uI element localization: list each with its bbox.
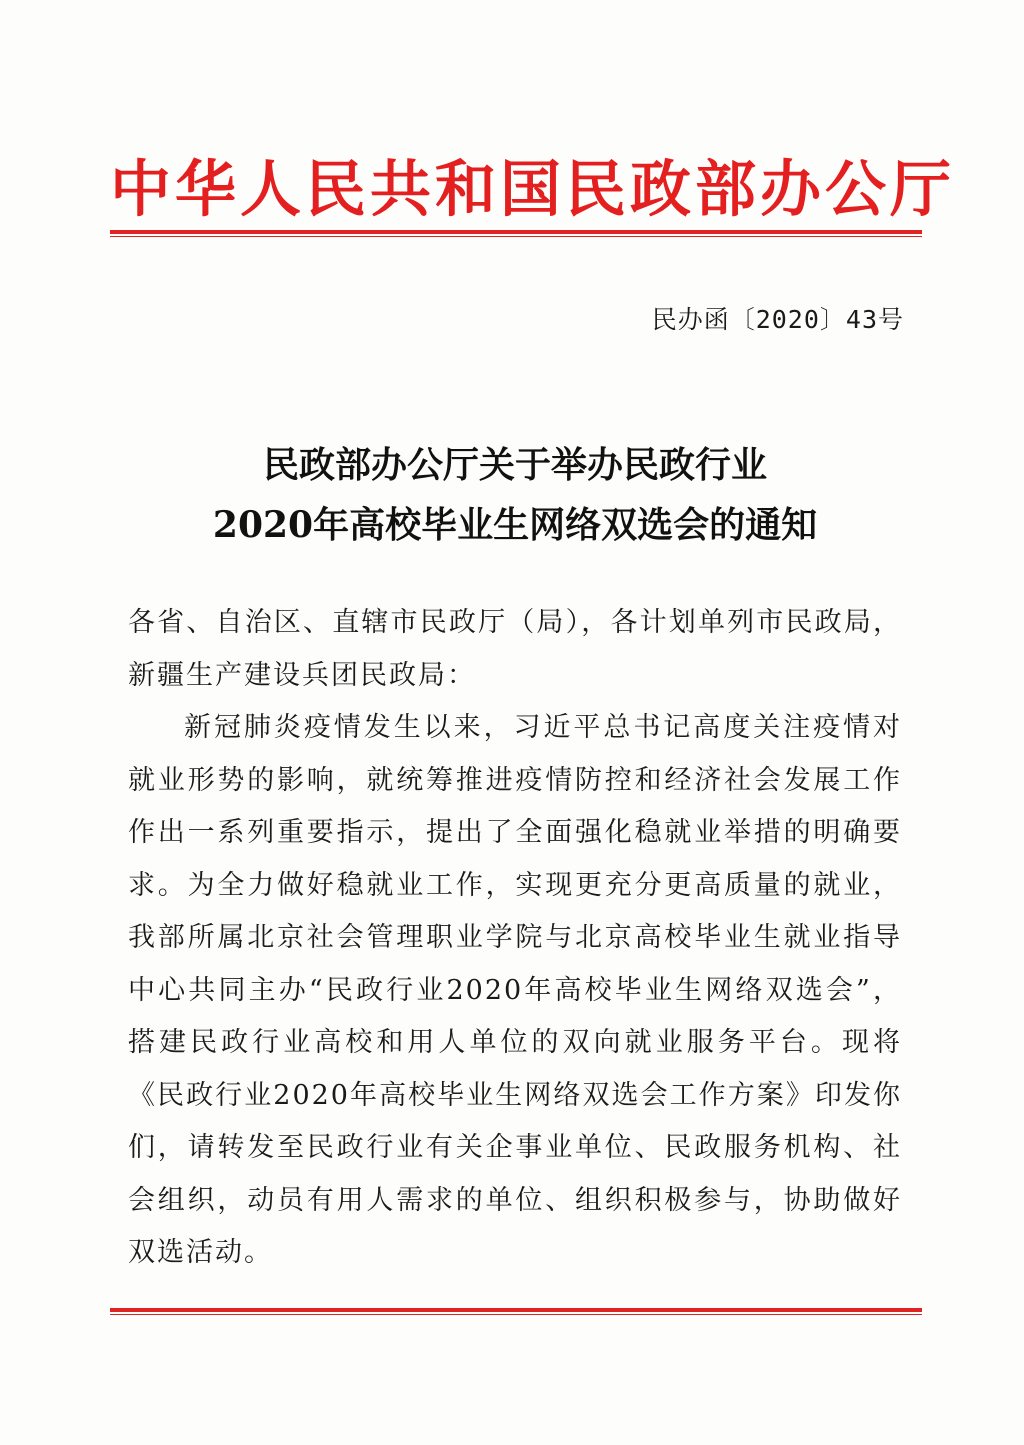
document-title-line-2: 2020年高校毕业生网络双选会的通知	[212, 504, 818, 546]
salutation: 各省、自治区、直辖市民政厅（局），各计划单列市民政局，新疆生产建设兵团民政局：	[128, 607, 902, 691]
body-paragraph-1: 新冠肺炎疫情发生以来，习近平总书记高度关注疫情对就业形势的影响，就统筹推进疫情防控和经济社会发展工作作出一系列重要指示，提出了全面强化稳就业举措的明确要求。为全力做好稳就业工作，实现更充分更高质量的就业，我部所属北京社会管理职业学院与北京高校毕业生就业指导中心共同主办“民政行业2020年高校毕业生网络双选会”，搭建民政行业高校和用人单位的双向就业服务平台。现将《民政行业2020年高校毕业生网络双选会工作方案》印发你们，请转发至民政行业有关企事业单位、民政服务机构、社会组织，动员有用人需求的单位、组织积极参与，协助做好双选活动。	[128, 712, 902, 1268]
letterhead-title: 中华人民共和国民政部办公厅	[110, 154, 956, 225]
document-body	[128, 597, 902, 1280]
document-number: 民办函〔2020〕43号	[651, 305, 904, 334]
document-title	[110, 435, 920, 555]
document-title-line-1: 民政部办公厅关于举办民政行业	[262, 444, 767, 486]
